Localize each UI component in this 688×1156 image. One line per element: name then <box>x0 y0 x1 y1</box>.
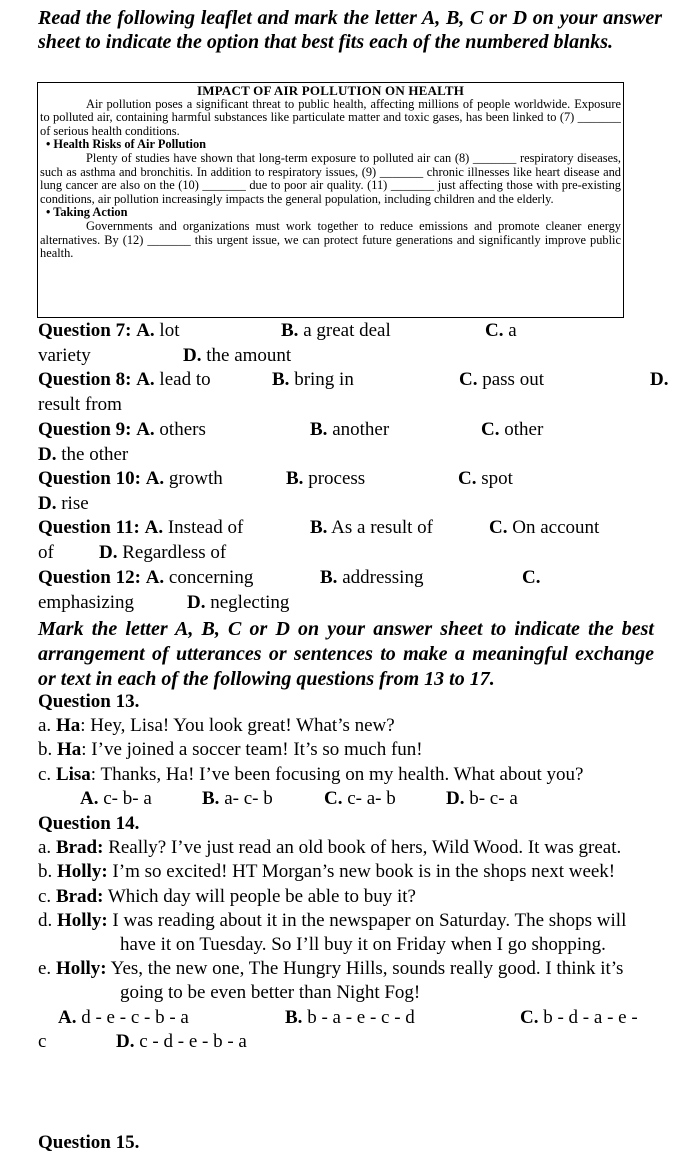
arrangement-instruction: Mark the letter A, B, C or D on your answer sheet to indicate the best arrangement of utterances or sentences to make a meaningful exchange or text in each of the following questions from 13 to 17. <box>38 618 654 690</box>
option-letter: C. <box>485 320 504 341</box>
question-11 <box>38 516 668 565</box>
question-label: Question 14. <box>38 813 140 834</box>
option-text: Instead of <box>163 517 244 538</box>
leaflet-paragraph-2: Plenty of studies have shown that long-term exposure to polluted air can (8) _______ respiratory diseases, such as asthma and bronchitis. In addition to respiratory issues, (9) _______ chronic illnesses like heart disease and lung cancer are also on the (10) _______ due to poor air quality. (11) _______ just affecting those with pre-existing conditions, air pollution increasingly impacts the general population, including children and the elderly. <box>40 150 621 206</box>
option-letter: B. <box>272 369 290 390</box>
dialogue-line: c. Lisa: Thanks, Ha! I’ve been focusing on my health. What about you? <box>38 763 584 785</box>
leaflet-heading-taking-action: • Taking Action <box>46 205 128 220</box>
option-letter: B. <box>310 419 328 440</box>
answer-options: A. d - e - c - b - a B. b - a - e - c - d C. b - d - a - e - <box>58 1006 638 1028</box>
option-letter: D. <box>183 344 202 366</box>
option-letter: A. <box>136 320 155 341</box>
option-text: process <box>303 468 366 489</box>
leaflet-title: IMPACT OF AIR POLLUTION ON HEALTH <box>197 83 464 98</box>
option-letter: C. <box>481 419 500 440</box>
dialogue-line: a. Brad: Really? I’ve just read an old book of hers, Wild Wood. It was great. <box>38 837 622 859</box>
option-text: spot <box>476 468 513 489</box>
answer-options: c D. c - d - e - b - a <box>38 1031 247 1053</box>
option-text: a great deal <box>298 320 391 341</box>
option-letter: D. <box>38 443 57 465</box>
option-text: addressing <box>337 567 424 588</box>
option-text: result from <box>38 393 122 415</box>
question-label: Question 12: <box>38 567 141 588</box>
option-text: concerning <box>164 567 254 588</box>
option-text: variety <box>38 344 91 366</box>
option-letter: D. <box>187 591 206 613</box>
option-text: growth <box>164 468 223 489</box>
option-text: of <box>38 541 54 563</box>
option-text: other <box>499 419 544 440</box>
dialogue-line: b. Ha: I’ve joined a soccer team! It’s so much fun! <box>38 739 423 761</box>
option-letter: A. <box>144 517 164 538</box>
option-text: others <box>154 419 206 440</box>
option-text: another <box>327 419 390 440</box>
option-letter: A. <box>145 468 165 489</box>
question-label: Question 13. <box>38 691 140 712</box>
option-letter: A. <box>136 369 155 390</box>
option-text: pass out <box>477 369 544 390</box>
option-text: the amount <box>201 344 292 366</box>
option-text: bring in <box>289 369 354 390</box>
option-letter: B. <box>281 320 299 341</box>
dialogue-line: b. Holly: I’m so excited! HT Morgan’s new book is in the shops next week! <box>38 861 616 883</box>
option-letter: D. <box>38 492 57 514</box>
option-letter: B. <box>320 567 338 588</box>
answer-options: A. c- b- a B. a- c- b C. c- a- b D. b- c- a <box>80 787 518 809</box>
option-text: Regardless of <box>117 541 227 563</box>
option-text: rise <box>56 492 89 514</box>
question-9 <box>38 418 668 467</box>
option-letter: A. <box>136 419 155 440</box>
question-14 <box>38 812 648 1055</box>
option-letter: D. <box>650 369 669 390</box>
question-15-label: Question 15. <box>38 1132 140 1153</box>
question-label: Question 9: <box>38 419 132 440</box>
option-text: lot <box>154 320 180 341</box>
option-text: lead to <box>154 369 211 390</box>
leaflet-instruction: Read the following leaflet and mark the letter A, B, C or D on your answer sheet to indicate the option that best fits each of the numbered blanks. <box>38 7 662 53</box>
dialogue-line: d. Holly: I was reading about it in the newspaper on Saturday. The shops will have it on Tuesday. So I’ll buy it on Friday when I go shopping. <box>38 909 627 956</box>
option-text: As a result of <box>327 517 433 538</box>
question-label: Question 7: <box>38 320 132 341</box>
leaflet-heading-health-risks: • Health Risks of Air Pollution <box>46 137 207 152</box>
leaflet-paragraph-3: Governments and organizations must work together to reduce emissions and promote cleaner energy alternatives. By (12) _______ this urgent issue, we can protect future generations and significantly improve public health. <box>40 218 621 261</box>
question-12 <box>38 566 668 615</box>
option-letter: A. <box>145 567 165 588</box>
question-label: Question 11: <box>38 517 140 538</box>
leaflet-box <box>37 82 624 318</box>
question-label: Question 10: <box>38 468 141 489</box>
option-letter: C. <box>522 567 541 588</box>
option-text: the other <box>56 443 129 465</box>
dialogue-line: a. Ha: Hey, Lisa! You look great! What’s new? <box>38 715 395 737</box>
option-text: emphasizing <box>38 591 135 613</box>
option-text: neglecting <box>205 591 290 613</box>
question-7 <box>38 319 668 368</box>
question-10 <box>38 467 668 516</box>
option-letter: C. <box>458 468 477 489</box>
option-letter: D. <box>99 541 118 563</box>
option-text: On account <box>507 517 600 538</box>
option-text: a <box>503 320 517 341</box>
option-letter: B. <box>310 517 328 538</box>
question-13 <box>38 690 668 811</box>
option-letter: B. <box>286 468 304 489</box>
question-8 <box>38 368 668 417</box>
leaflet-paragraph-1: Air pollution poses a significant threat to public health, affecting millions of people worldwide. Exposure to polluted air, containing harmful substances like particulate matter and toxic gases, has been linked to (7) _______ of serious health conditions. <box>40 96 621 138</box>
option-letter: C. <box>489 517 508 538</box>
dialogue-line: e. Holly: Yes, the new one, The Hungry Hills, sounds really good. I think it’s going to be even better than Night Fog! <box>38 958 624 1004</box>
question-label: Question 8: <box>38 369 132 390</box>
dialogue-line: c. Brad: Which day will people be able to buy it? <box>38 885 416 907</box>
option-letter: C. <box>459 369 478 390</box>
